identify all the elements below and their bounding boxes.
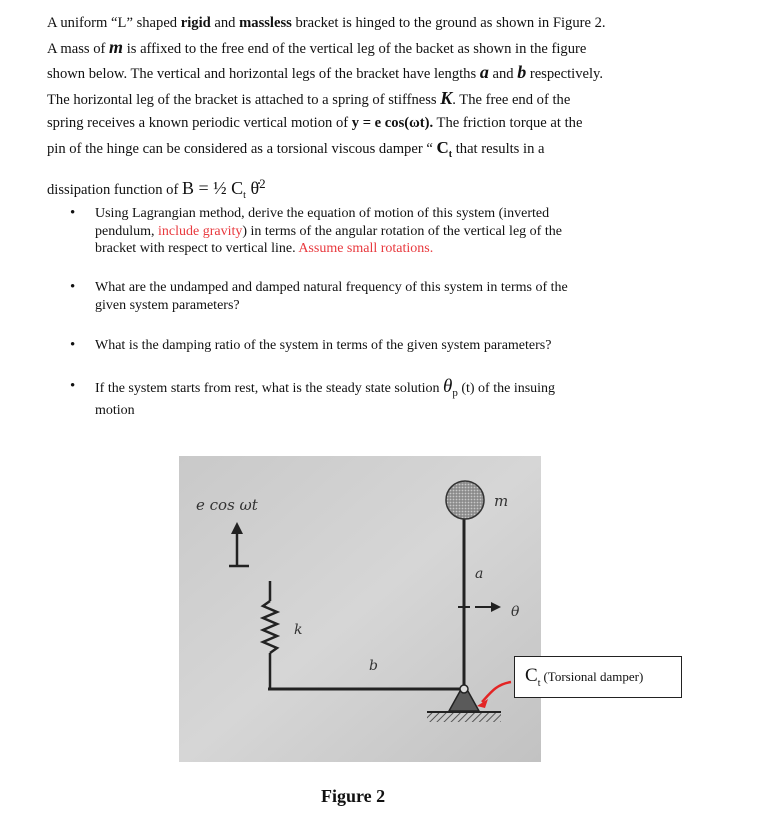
line-5: spring receives a known periodic vertical motion of y = e cos(ωt). The friction torque at the — [47, 115, 583, 131]
question-item-2: • What are the undamped and damped natural frequency of this system in terms of the given system parameters? — [70, 279, 568, 313]
theta-label: θ — [511, 604, 520, 620]
bullet-icon: • — [70, 378, 76, 394]
problem-statement — [47, 12, 697, 207]
line-1: A uniform “L” shaped rigid and massless bracket is hinged to the ground as shown in Figure 2. — [47, 15, 606, 31]
bullet-icon: • — [70, 279, 76, 295]
line-7: dissipation function of B = ½ $C_t$ θ̇$^2$ — [47, 175, 266, 201]
figure-caption: Figure 2 — [321, 786, 386, 806]
line-2: A mass of m is affixed to the free end of the vertical leg of the backet as shown in the figure — [47, 36, 587, 57]
bullet-icon: • — [70, 205, 76, 221]
question-item-1: • Using Lagrangian method, derive the equation of motion of this system (inverted pendulum, include gravity) in terms of the angular rotation of the vertical leg of the bracket with respect to vertical line. Assume small rotations. — [70, 205, 562, 256]
length-a-label: a — [475, 566, 484, 582]
hinge-pin-icon — [460, 685, 468, 693]
bracket-diagram-svg — [179, 456, 541, 762]
line-6: pin of the hinge can be considered as a torsional viscous damper “ $C_t$ that results in a — [47, 137, 545, 160]
question-item-4: • If the system starts from rest, what is the steady state solution $\theta_p$ (t) of the insuing motion — [70, 376, 556, 419]
figure-2-diagram — [179, 456, 541, 762]
spring-k-label: k — [294, 622, 303, 638]
mass-m-label: m — [494, 492, 509, 510]
ground-hatch — [427, 713, 501, 722]
input-motion-label: e cos ωt — [196, 496, 258, 514]
torsional-damper-callout: $C_t$ (Torsional damper) — [514, 656, 682, 698]
length-b-label: b — [369, 658, 378, 674]
line-3: shown below. The vertical and horizontal legs of the bracket have lengths a and b respectively. — [47, 62, 604, 82]
mass-ball-icon — [446, 481, 484, 519]
line-4: The horizontal leg of the bracket is attached to a spring of stiffness K. The free end of the — [47, 87, 571, 108]
question-item-3: • What is the damping ratio of the system in terms of the given system parameters? — [70, 337, 552, 353]
bullet-icon: • — [70, 337, 76, 353]
